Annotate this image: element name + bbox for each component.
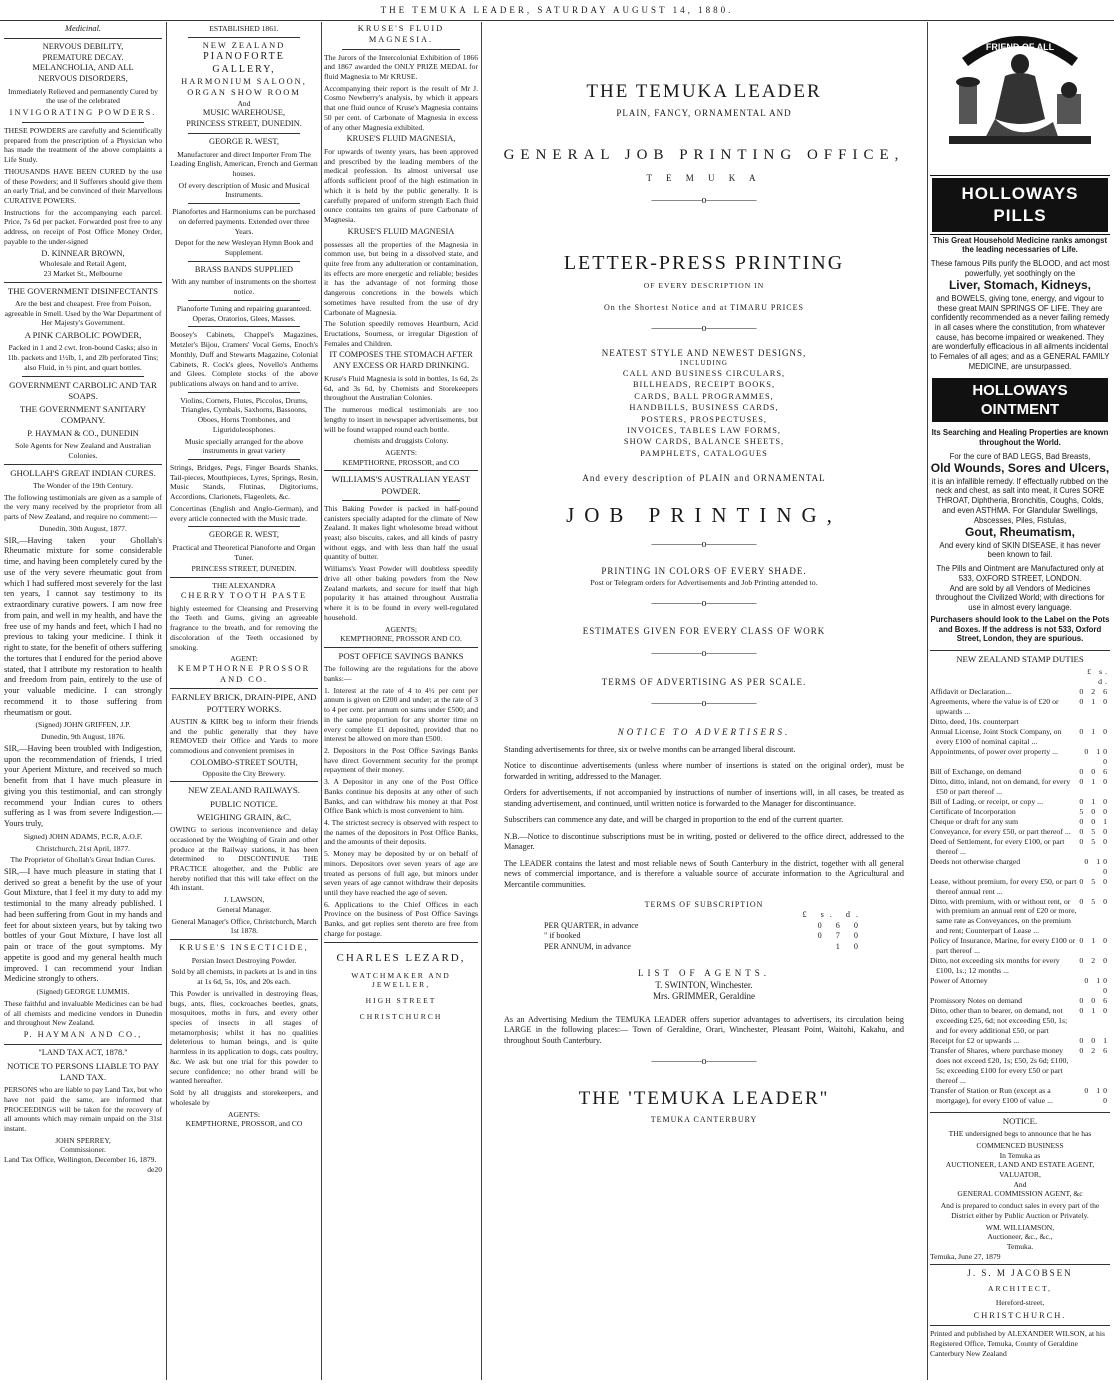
- leader-subtitle: PLAIN, FANCY, ORNAMENTAL AND: [616, 108, 792, 119]
- printing-item: POSTERS, PROSPECTUSES,: [640, 414, 768, 424]
- ad-heading: PRINCESS STREET, DUNEDIN.: [186, 119, 302, 129]
- ad-heading: ESTIMATES GIVEN FOR EVERY CLASS OF WORK: [582, 626, 826, 637]
- column-divider: [481, 22, 482, 1380]
- stamp-header: £ s. d.: [1087, 667, 1110, 687]
- ad-text: AUCTIONEER, LAND AND ESTATE AGENT, VALUATOR,: [945, 1160, 1095, 1179]
- ad-text: Of every description of Music and Musical Instruments.: [178, 180, 310, 200]
- ad-heading: KRUSE'S FLUID MAGNESIA: [347, 226, 455, 236]
- ad-text: 3. A Depositor in any one of the Post Office Banks continue his deposits at any other of such Banks, and can withdraw his money at that Post Office Bank which is most convenient to him.: [324, 777, 478, 816]
- emblem-banner-text: FRIEND OF ALL: [985, 42, 1055, 52]
- ad-name: GEORGE R. WEST,: [209, 530, 279, 540]
- printing-item: BILLHEADS, RECEIPT BOOKS,: [632, 380, 776, 390]
- ad-heading: THE GOVERNMENT DISINFECTANTS: [7, 285, 159, 296]
- agent-entry: T. SWINTON, Winchester.: [655, 979, 753, 990]
- ad-text: As an Advertising Medium the TEMUKA LEADER offers superior advantages to advertisers, its circulation being LARGE in the following places:— Town of Geraldine, Orari, Winchester, Pleasant Point, Waitohi, Kakahu, and throughout South Canterbury.: [504, 1014, 904, 1045]
- printing-item: HANDBILLS, BUSINESS CARDS,: [629, 403, 779, 413]
- ad-text: GENERAL COMMISSION AGENT, &c: [957, 1189, 1083, 1199]
- ad-text: Violins, Cornets, Flutes, Piccolos, Drums, Triangles, Cymbals, Saxhorns, Bassoons, Oboes, Horns Trombones, and Liguridoleosphones.: [180, 395, 308, 434]
- ad-dateline: Dunedin, 9th August, 1876.: [41, 732, 125, 742]
- ad-text: And are sold by all Vendors of Medicines throughout the Civilized World; with directions for use in almost every language.: [935, 583, 1105, 613]
- ad-heading: PRINTING IN COLORS OF EVERY SHADE.: [601, 566, 807, 577]
- ad-signature-role: General Manager.: [216, 904, 272, 914]
- ad-text: For the cure of BAD LEGS, Bad Breasts,: [949, 451, 1091, 461]
- ad-text: ARCHITECT,: [988, 1283, 1052, 1293]
- ad-signature: JOHN SPERREY,: [55, 1135, 111, 1145]
- ad-text: 6. Applications to the Chief Offices in each Province on the business of Post Office Savings Banks, and get replies sent thereto are free from charge for postage.: [324, 899, 478, 938]
- testimonial-text: SIR,—Having been troubled with Indigestion, upon the recommendation of friends, I tried your Aperient Mixture, and received so much benefit from that I have much pleasure in giving you this testimonial, and can strongly recommend your Indian cures to others suffering as I was from severe Indigestion.—Yours truly,: [4, 743, 162, 829]
- ad-text: The Solution speedily removes Heartburn, Acid Eructations, Sourness, or irregular Digestion of Females and Children.: [324, 319, 478, 348]
- ad-text: Post or Telegram orders for Advertisements and Job Printing attended to.: [590, 577, 818, 587]
- ad-text: Sold by all chemists, in packets at 1s and in tins at 1s 6d, 5s, 10s, and 20s each.: [171, 967, 317, 987]
- ad-heading: "LAND TAX ACT, 1878.": [38, 1047, 128, 1057]
- ad-agent: D. KINNEAR BROWN,: [41, 248, 125, 258]
- ad-signature-town: Temuka.: [1006, 1242, 1034, 1252]
- ad-agent: KEMPTHORNE, PROSSOR AND CO.: [340, 634, 462, 644]
- ad-text: For upwards of twenty years, has been approved and prescribed by the leading members of the medical profession. Its almost universal use affords sufficient proof of the high estimation in which it is held by the public generally. It is carefully prepared of uniform strength Each fluid ounce contains ten grains of pure Carbonate of Magnesia.: [324, 147, 478, 225]
- holloways-ointment-banner: HOLLOWAYS OINTMENT: [932, 378, 1108, 422]
- ad-agent-label: AGENTS:: [227, 1109, 261, 1119]
- stamp-row: Ditto, other than to bearer, on demand, not exceeding £25, 6d; not exceeding £50, 1s; and for every additional £50, or part 0 1 0: [930, 1006, 1110, 1036]
- ad-signature: J. LAWSON,: [223, 895, 265, 905]
- ornament-divider: —————o—————: [651, 194, 757, 206]
- ad-heading: Gout, Rheumatism,: [964, 525, 1075, 540]
- stamp-row: Cheque or draft for any sum 0 0 1: [930, 816, 1110, 826]
- ad-address: CHRISTCHURCH.: [973, 1311, 1067, 1321]
- column-4: [484, 24, 924, 1379]
- ad-heading: CHERRY TOOTH PASTE: [180, 590, 308, 600]
- ad-agent-label: AGENT:: [230, 654, 258, 664]
- stamp-row: Ditto, with premium, with or without rent, or with premium an annual rent of £20 or more, same rate as Conveyances, on the premium and rent; Counterpart of Lease ... 0 5 0: [930, 896, 1110, 936]
- ad-agent: KEMPTHORNE, PROSSOR, and CO: [342, 457, 460, 467]
- stamp-row: Affidavit or Declaration... 0 2 6: [930, 687, 1110, 697]
- ad-established: ESTABLISHED 1861.: [209, 24, 279, 33]
- ad-heading: THE GOVERNMENT SANITARY COMPANY.: [19, 404, 147, 426]
- ad-company: P. HAYMAN & CO., DUNEDIN: [27, 428, 139, 438]
- subscription-row: " if booked 0 7 0: [544, 931, 864, 941]
- ad-address: Hereford-street,: [995, 1297, 1045, 1307]
- ad-debility-line: MELANCHOLIA, AND ALL: [32, 63, 134, 73]
- ad-heading: NEW ZEALAND RAILWAYS.: [188, 785, 300, 796]
- ornament-divider: —————o—————: [651, 322, 757, 334]
- ad-text: and BOWELS, giving tone, energy, and vigour to these great MAIN SPRINGS OF LIFE. They are confidently recommended as a never failing remedy in all cases where the constitution, from whatever cause, has become impaired or weakened. They are wonderfully efficacious in all ailments incidental to Females of all ages; and as a GENERAL FAMILY MEDICINE, are unsurpassed.: [930, 293, 1110, 371]
- testimonial-text: SIR,—I have much pleasure in stating that I derived so great a benefit by the use of your Gout Mixture, that I feel it my duty to add my testimonial to the many already published. I had been suffering from Gout in my hands and feet for about sixteen years, but by taking two bottles of your Gout Mixture, I have lost all pain or trace of the gout symptoms. My appetite is good and my general health much improved. I can recommend your Indian Medicine strongly to others.: [4, 866, 162, 984]
- ad-heading: ORGAN SHOW ROOM: [187, 87, 301, 97]
- stamp-row: Lease, without premium, for every £50, or part thereof annual rent ... 0 5 0: [930, 876, 1110, 896]
- ad-text: On the Shortest Notice and at TIMARU PRICES: [604, 302, 804, 312]
- job-printing-title: JOB PRINTING,: [566, 503, 842, 528]
- ad-text: And every kind of SKIN DISEASE, it has never been known to fail.: [939, 540, 1101, 560]
- seated-figure-illustration: [935, 24, 1105, 149]
- ad-office: General Manager's Office, Christchurch, March 1st 1878.: [171, 916, 317, 936]
- testimonial-text: SIR,—Having taken your Ghollah's Rheumatic mixture for some considerable time, and having been completely cured by the use of the very severe rheumatic gout from which I had suffered most severely for the last ten years, I cannot say testimony to its extraordinary curative powers. I am now free from pain, and well in my health, and have the free use of my hands and feet, which I had no previous to taking your medicine. I think it right to state, for the benefit of others suffering the tortures that I endured for the period above stated, that I attribute my restoration to health and freedom from pain, entirely to the use of your valuable medicine. I can strongly recommend it to those suffering from rheumatism or gout.: [4, 535, 162, 717]
- ad-text: OWING to serious inconvenience and delay occasioned by the Weighing of Grain and other produce at the Railway stations, it has been determined to DISCONTINUE THE PRACTICE altogether, and the Public are hereby notified that this will take effect on the 4th instant.: [170, 825, 318, 893]
- ad-agent-label: AGENTS;: [384, 624, 418, 634]
- ad-text: COMMENCED BUSINESS: [976, 1140, 1064, 1150]
- ad-heading: KRUSE'S INSECTICIDE,: [179, 942, 309, 952]
- ad-heading: CHARLES LEZARD,: [336, 951, 466, 964]
- ad-agent-label: AGENTS:: [384, 447, 418, 457]
- ad-text: 2. Depositors in the Post Office Savings Banks have direct Government security for the prompt repayment of their money.: [324, 745, 478, 775]
- stamp-row: Conveyance, for every £50, or part thereof ... 0 5 0: [930, 826, 1110, 836]
- ad-text: Boosey's Cabinets, Chappel's Magazines, Metzler's Bijou, Cramers' Vocal Gems, Enoch's Monthly, Duff and Stewarts Magazine, Colonial Cabinets, R. Cock's glees, Novello's Anthems and Glees. Complete stocks of the above publications always on hand and to arrive.: [170, 330, 318, 388]
- subscription-header: £ s. d.: [802, 910, 864, 920]
- stamp-row: Ditto, not exceeding six months for every £100, 1s.; 12 months ... 0 2 0: [930, 956, 1110, 976]
- ad-agent-role: Wholesale and Retail Agent,: [39, 259, 127, 269]
- ad-signature: WM. WILLIAMSON,: [985, 1222, 1055, 1232]
- letterpress-title: LETTER-PRESS PRINTING: [563, 252, 845, 275]
- ad-heading: NOTICE TO PERSONS LIABLE TO PAY LAND TAX.: [7, 1060, 159, 1082]
- ad-text: And: [237, 98, 251, 108]
- printing-item: INVOICES, TABLES LAW FORMS,: [626, 425, 781, 435]
- ad-debility-line: NERVOUS DISORDERS,: [38, 74, 128, 83]
- column-divider: [321, 22, 322, 1380]
- ad-dateline: Dunedin, 30th August, 1877.: [39, 523, 127, 533]
- ad-text: These famous Pills purify the BLOOD, and act most powerfully, yet soothingly on the: [930, 258, 1110, 278]
- holloway-emblem: [935, 24, 1105, 174]
- ad-text: Orders for advertisements, if not accompanied by instructions of number of insertions will, in all cases, be treated as standing advertisement, and continued, until written notice is forwarded to the Manager for discontinuance.: [504, 788, 904, 808]
- printing-item: CALL AND BUSINESS CIRCULARS,: [622, 369, 786, 379]
- ad-heading: FARNLEY BRICK, DRAIN-PIPE, AND POTTERY WORKS.: [171, 692, 317, 714]
- ad-text: PERSONS who are liable to pay Land Tax, but who have not paid the same, are informed that PROCEEDINGS will be taken for the recovery of all amounts which may remain unpaid on the 31st instant.: [4, 1085, 162, 1133]
- stamp-row: Policy of Insurance, Marine, for every £100 or part thereof ... 0 1 0: [930, 936, 1110, 956]
- ad-heading: Liver, Stomach, Kidneys,: [948, 278, 1092, 293]
- ad-text: Depot for the new Wesleyan Hymn Book and Supplement.: [174, 238, 314, 257]
- ad-text: Strings, Bridges, Pegs, Finger Boards Shanks, Tail-pieces, Mouthpieces, Lyres, Springs, Resin, Music Stands, Flutinas, Digitoriums, Accordions, Clarionets, Flageolets, &c.: [170, 462, 318, 502]
- ad-text: 1. Interest at the rate of 4 to 4½ per cent per annum is given on £200 and under; at the rate of 3 to 4 per cent. per annum on sums under £500; and in the same proportion for any shorter time on every complete £1 deposited, provided that no interest be allowed on more than £500.: [324, 685, 478, 744]
- ad-text: Persian Insect Destroying Powder.: [191, 955, 297, 965]
- ad-text: This Great Household Medicine ranks amongst the leading necessaries of Life.: [932, 235, 1108, 255]
- imprint: Printed and published by ALEXANDER WILSON, at his Registered Office, Temuka, County of Geraldine Canterbury New Zealand: [930, 1329, 1105, 1358]
- column-5: [930, 24, 1110, 1379]
- stamp-row: Promissory Notes on demand 0 0 6: [930, 996, 1110, 1006]
- ad-address: CHRISTCHURCH: [359, 1011, 443, 1021]
- ad-text: 5. Money may be deposited by or on behalf of minors. Depositors over seven years of age are treated as persons of full age, but minors under seven years of age cannot withdraw their deposits until they have reached the age of seven.: [324, 849, 478, 897]
- ad-heading: A PINK CARBOLIC POWDER,: [24, 330, 142, 341]
- ad-heading: NEATEST STYLE AND NEWEST DESIGNS,: [601, 347, 807, 358]
- stamp-row: Annual License, Joint Stock Company, on every £100 of nominal capital ... 0 1 0: [930, 727, 1110, 747]
- ad-office: Land Tax Office, Wellington, December 16, 1879.: [4, 1155, 157, 1165]
- ad-heading: NOTICE TO ADVERTISERS.: [617, 726, 791, 737]
- stamp-row: Transfer of Station or Run (except as a mortgage), for every £100 of value ... 0 10 0: [930, 1085, 1110, 1105]
- ad-text: The Pills and Ointment are Manufactured only at 533, OXFORD STREET, LONDON.: [936, 564, 1104, 583]
- ornament-divider: —————o—————: [651, 647, 757, 659]
- testimonial-signature: (Signed) GEORGE LUMMIS.: [36, 987, 130, 997]
- ad-text: Music specially arranged for the above instruments in great variety: [184, 436, 304, 456]
- ad-heading: Old Wounds, Sores and Ulcers,: [930, 461, 1110, 476]
- ad-agent: KEMPTHORNE, PROSSOR, and CO: [185, 1119, 303, 1129]
- agent-entry: Mrs. GRIMMER, Geraldine: [653, 991, 755, 1002]
- section-heading: Medicinal.: [64, 24, 102, 33]
- ad-company: P. HAYMAN AND CO.,: [23, 1030, 143, 1040]
- ornament-divider: —————o—————: [651, 1056, 757, 1068]
- ad-text: WATCHMAKER AND JEWELLER,: [351, 970, 451, 990]
- ad-text: And every description of PLAIN and ORNAMENTAL: [582, 472, 826, 483]
- stamp-row: Bill of Exchange, on demand 0 0 6: [930, 766, 1110, 776]
- stamp-row: Power of Attorney 0 10 0: [930, 976, 1110, 996]
- ad-text: N.B.—Notice to discontinue subscriptions must be in writing, posted or delivered to the office direct, addressed to the Manager.: [504, 831, 904, 851]
- column-divider: [166, 22, 167, 1380]
- ad-signature-role: Commissioner.: [60, 1145, 106, 1155]
- ad-text: And: [1013, 1179, 1027, 1189]
- ad-heading: GOVERNMENT CARBOLIC AND TAR SOAPS.: [9, 379, 157, 401]
- ad-text: In Temuka as: [999, 1150, 1041, 1160]
- column-2: [170, 24, 318, 1379]
- ad-address: HIGH STREET: [365, 996, 437, 1006]
- ad-code: de20: [147, 1164, 162, 1174]
- ad-address: COLOMBO-STREET SOUTH,: [190, 757, 298, 767]
- column-divider: [927, 22, 928, 1380]
- ad-text: The Wonder of the 19th Century.: [33, 481, 133, 490]
- office-title: GENERAL JOB PRINTING OFFICE,: [503, 146, 905, 163]
- ad-text: it is an infallible remedy. If effectually rubbed on the neck and chest, as salt into meat, it Cures SORE THROAT, Diphtheria, Bronchitis, Coughs, Colds, and even ASTHMA. For Glandular Swellings, Abscesses, Piles, Fistulas,: [931, 476, 1109, 525]
- ad-text: This Powder is unrivalled in destroying fleas, bugs, ants, flies, cockroaches beetles, gnats, mosquitoes, moths in furs, and every other species of insects in all stages of metamorphosis; whilst it has no qualities deleterious to human beings, and is quite harmless in its application to dogs, cats poultry, &c. We ask but one trial for this powder to secure confidence; no other brand will be wanted hereafter.: [170, 988, 318, 1086]
- ad-text: The Proprietor of Ghollah's Great Indian Cures.: [10, 855, 156, 865]
- ad-text: Practical and Theoretical Pianoforte and Organ Tuner.: [172, 543, 316, 562]
- ad-text: THESE POWDERS are carefully and Scientifically prepared from the prescription of a Physician who has made the treatment of the above complaints a Life Study.: [4, 125, 162, 165]
- ad-heading: NEW ZEALAND: [202, 40, 286, 50]
- ad-text: The following are the regulations for the above banks:—: [324, 664, 478, 683]
- ad-text: Pianoforte Tuning and repairing guaranteed. Operas, Oratorios, Glees, Masses.: [176, 303, 312, 323]
- ad-heading: NOTICE.: [1002, 1115, 1038, 1126]
- testimonial-signature: (Signed) JOHN GRIFFEN, J.P.: [35, 720, 131, 730]
- ad-text: THE undersigned begs to announce that he has: [948, 1129, 1092, 1139]
- ad-debility-line: NERVOUS DEBILITY,: [42, 41, 124, 51]
- ad-text: Instructions for the accompanying each parcel. Price, 7s 6d per packet. Forwarded post free to any address, on receipt of Post Office Money Order, payable to the under-signed: [4, 207, 162, 246]
- ad-dateline: Temuka, June 27, 1879: [930, 1251, 1001, 1261]
- office-town: T E M U K A: [646, 173, 762, 184]
- ad-text: chemists and druggists Colony.: [353, 436, 449, 446]
- column-3: [324, 24, 478, 1379]
- printing-items: [484, 368, 924, 459]
- ad-text: 4. The strictest secrecy is observed with respect to the names of the depositors in Post Office Banks, and the amounts of their deposits.: [324, 817, 478, 847]
- stamp-row: Appointments, of power over property ... 0 10 0: [930, 746, 1110, 766]
- ad-heading: WILLIAMS'S AUSTRALIAN YEAST POWDER.: [331, 474, 471, 496]
- ad-text: And is prepared to conduct sales in every part of the District either by Public Auction or Privately.: [940, 1201, 1100, 1220]
- ad-debility-line: PREMATURE DECAY.: [42, 52, 124, 62]
- ad-heading: KRUSE'S FLUID MAGNESIA.: [357, 24, 445, 44]
- ornament-divider: —————o—————: [651, 698, 757, 710]
- stamp-row: Certificate of Incorporation 5 0 0: [930, 806, 1110, 816]
- ornament-divider: —————o—————: [651, 597, 757, 609]
- ad-text: AUSTIN & KIRK beg to inform their friends and the public generally that they have REMOVED their Office and Yards to more commodious and convenient premises in: [170, 716, 318, 756]
- ad-text: Packed in 1 and 2 cwt. Iron-bound Casks; also in 1lb. packets and 1½lb, 1, and 2lb perforated Tins; also Fluid, in ½ pint, and quart bottles.: [7, 343, 159, 372]
- ad-heading: MUSIC WAREHOUSE,: [202, 108, 286, 118]
- printing-item: PAMPHLETS, CATALOGUES: [640, 448, 768, 458]
- ad-heading: POST OFFICE SAVINGS BANKS: [338, 650, 464, 661]
- ad-text: highly esteemed for Cleansing and Preserving the Teeth and Gums, giving an agreeable fragrance to the breath, and for removing the discoloration of the Teeth occasioned by smoking.: [170, 603, 318, 652]
- ad-heading: TERMS OF ADVERTISING AS PER SCALE.: [601, 676, 807, 687]
- ad-text: Manufacturer and direct Importer From The Leading English, American, French and German houses.: [170, 149, 318, 178]
- stamp-row: Bill of Lading, or receipt, or copy ... 0 1 0: [930, 796, 1110, 806]
- footer-title: THE 'TEMUKA LEADER": [578, 1088, 830, 1110]
- ad-address: PRINCESS STREET, DUNEDIN.: [191, 564, 297, 574]
- ad-heading: HARMONIUM SALOON,: [181, 77, 307, 87]
- ad-text: Kruse's Fluid Magnesia is sold in bottles, 1s 6d, 2s 6d, and 3s 6d, by Chemists and Storekeepers throughout the Australian Colonies.: [324, 373, 478, 403]
- ad-text: Purchasers should look to the Label on the Pots and Boxes. If the address is not 533, Oxford Street, London, they are spurious.: [930, 614, 1110, 644]
- stamp-row: Agreements, where the value is of £20 or upwards ... 0 1 0: [930, 697, 1110, 717]
- masthead: THE TEMUKA LEADER, SATURDAY AUGUST 14, 1880.: [0, 0, 1114, 21]
- ad-text: Notice to discontinue advertisements (unless where number of insertions is stated on the original order), must be forwarded in writing, addressed to the Manager.: [504, 761, 904, 781]
- ad-text: The Jurors of the Intercolonial Exhibition of 1866 and 1867 awarded the ONLY PRIZE MEDAL for fluid Magnesia to Mr KRUSE.: [324, 52, 478, 81]
- ad-agent-address: 23 Market St., Melbourne: [43, 269, 123, 279]
- stamp-row: Deed of Settlement, for every £100, or part thereof ... 0 5 0: [930, 836, 1110, 856]
- stamp-row: Receipt for £2 or upwards ... 0 0 1: [930, 1036, 1110, 1046]
- ad-text: With any number of instruments on the shortest notice.: [171, 277, 317, 297]
- subscription-row: PER ANNUM, in advance 1 0: [544, 941, 864, 951]
- ad-heading: LIST OF AGENTS.: [637, 968, 771, 979]
- ad-text: Sold by all druggists and storekeepers, and wholesale by: [170, 1088, 318, 1107]
- ad-text: Are the best and cheapest. Free from Poison, agreeable in Smell. Used by the War Department of Her Majesty's Government.: [4, 299, 162, 328]
- ad-heading: GHOLLAH'S GREAT INDIAN CURES.: [10, 467, 156, 478]
- printing-item: SHOW CARDS, BALANCE SHEETS,: [623, 437, 785, 447]
- stamp-duties-title: NEW ZEALAND STAMP DUTIES: [956, 653, 1084, 664]
- ad-text: THOUSANDS HAVE BEEN CURED by the use of these Powders; and ll Sufferers should give them an early Trial, and be convinced of their Marvellous CURATIVE POWERS.: [4, 166, 162, 205]
- ad-heading: WEIGHING GRAIN, &C.: [196, 811, 292, 822]
- ad-text: Subscribers can commence any date, and will be charged in proportion to the end of the current quarter.: [504, 815, 844, 824]
- ad-name: GEORGE R. WEST,: [209, 136, 279, 146]
- column-1: [4, 24, 162, 1379]
- ad-text: Sole Agents for New Zealand and Australian Colonies.: [15, 441, 151, 461]
- ad-heading: KRUSE'S FLUID MAGNESIA,: [346, 134, 456, 144]
- ad-text: These faithful and invaluable Medicines can be had of all chemists and medicine vendors in Dunedin and throughout New Zealand.: [4, 998, 162, 1028]
- footer-subtitle: TEMUKA CANTERBURY: [650, 1115, 758, 1125]
- ad-text: The LEADER contains the latest and most reliable news of South Canterbury in the district, together with all general news of commercial importance, and is therefore a valuable source of accurate information to the Agricultural and Mercantile communities.: [504, 858, 904, 889]
- ad-heading: PIANOFORTE GALLERY,: [203, 51, 285, 76]
- ornament-divider: —————o—————: [651, 539, 757, 551]
- ad-text: Standing advertisements for three, six or twelve months can be arranged liberal discount.: [504, 744, 796, 754]
- stamp-row: Ditto, deed, 10s. counterpart: [930, 717, 1019, 727]
- ad-agent: KEMPTHORNE PROSSOR AND CO.: [177, 663, 311, 684]
- ad-text: Pianofortes and Harmoniums can be purchased on deferred payments. Extended over three Years.: [172, 207, 316, 236]
- stamp-row: Transfer of Shares, where purchase money does not exceed £20, 1s; £50, 2s 6d; £100, 5s; exceeding £100 for every £50 or part thereof ... 0 2 6: [930, 1046, 1110, 1085]
- stamp-row: Ditto, ditto, inland, not on demand, for every £50 or part thereof ... 0 1 0: [930, 776, 1110, 796]
- ad-heading: PUBLIC NOTICE.: [210, 798, 278, 809]
- ad-text: INCLUDING: [680, 359, 728, 368]
- ad-text: Accompanying their report is the result of Mr J. Cosmo Newberry's analysis, by which it appears that one fluid ounce of Kruse's Magnesia contains 50 per cent. of Carbonate of Magnesia in excess of any other Magnesia exhibited.: [324, 83, 478, 132]
- ad-text: Williams's Yeast Powder will doubtless speedily drive all other baking powders from the New Zealand markets, and secure for itself that high popularity it has attained throughout Australia where it is to be found in every well-regulated household.: [324, 564, 478, 622]
- ad-text: Concertinas (English and Anglo-German), and every article connected with the Music trade.: [170, 503, 318, 523]
- ad-heading: INVIGORATING POWDERS.: [9, 108, 157, 118]
- subscription-row: PER QUARTER, in advance 0 6 0: [544, 920, 864, 930]
- ad-text: The numerous medical testimonials are too lengthy to insert in newspaper advertisements, but will be found wrapped round each bottle.: [324, 405, 478, 434]
- ad-text: This Baking Powder is packed in half-pound canisters specially adapted for the climate of New Zealand. It makes light wholesome bread without yeast; also biscuits, cakes, and all kinds of pastry without eggs, and with less than half the usual quantity of butter.: [324, 503, 478, 562]
- ad-text: Immediately Relieved and permanently Cured by the use of the celebrated: [8, 86, 158, 106]
- ad-dateline: Christchurch, 21st April, 1877.: [35, 843, 131, 853]
- ad-text: Its Searching and Healing Properties are known throughout the World.: [931, 428, 1109, 447]
- ad-text: Opposite the City Brewery.: [202, 768, 286, 778]
- ad-text: The following testimonials are given as a sample of the very many received by the proprietor from all parts of New Zealand, and require no comment:—: [4, 492, 162, 522]
- leader-title: THE TEMUKA LEADER: [586, 81, 822, 102]
- ad-heading: J. S. M JACOBSEN: [967, 1268, 1073, 1279]
- testimonial-signature: Signed) JOHN ADAMS, P.C.R, A.O.F.: [23, 831, 143, 841]
- ad-heading: IT COMPOSES THE STOMACH AFTER ANY EXCESS OR HARD DRINKING.: [329, 350, 473, 371]
- stamp-row: Deeds not otherwise charged 0 10 0: [930, 856, 1110, 876]
- printing-item: CARDS, BALL PROGRAMMES,: [634, 391, 774, 401]
- ad-heading: TERMS OF SUBSCRIPTION: [644, 900, 764, 909]
- ad-signature-role: Auctioneer, &c., &c.,: [987, 1232, 1053, 1242]
- ad-text: OF EVERY DESCRIPTION IN: [643, 280, 765, 290]
- holloways-pills-banner: HOLLOWAYS PILLS: [932, 178, 1108, 232]
- ad-heading: THE ALEXANDRA: [212, 581, 276, 591]
- ad-text: possesses all the properties of the Magnesia in common use, but being in a dissolved state, and quite free from any adulteration or contamination, its effects are more energetic and reliable; besides it has the advantage of not forming those dangerous concretions in the bowels which sometimes have resulted from the use of dry Carbonate of Magnesia.: [324, 239, 478, 317]
- ad-heading: BRASS BANDS SUPPLIED: [194, 264, 294, 274]
